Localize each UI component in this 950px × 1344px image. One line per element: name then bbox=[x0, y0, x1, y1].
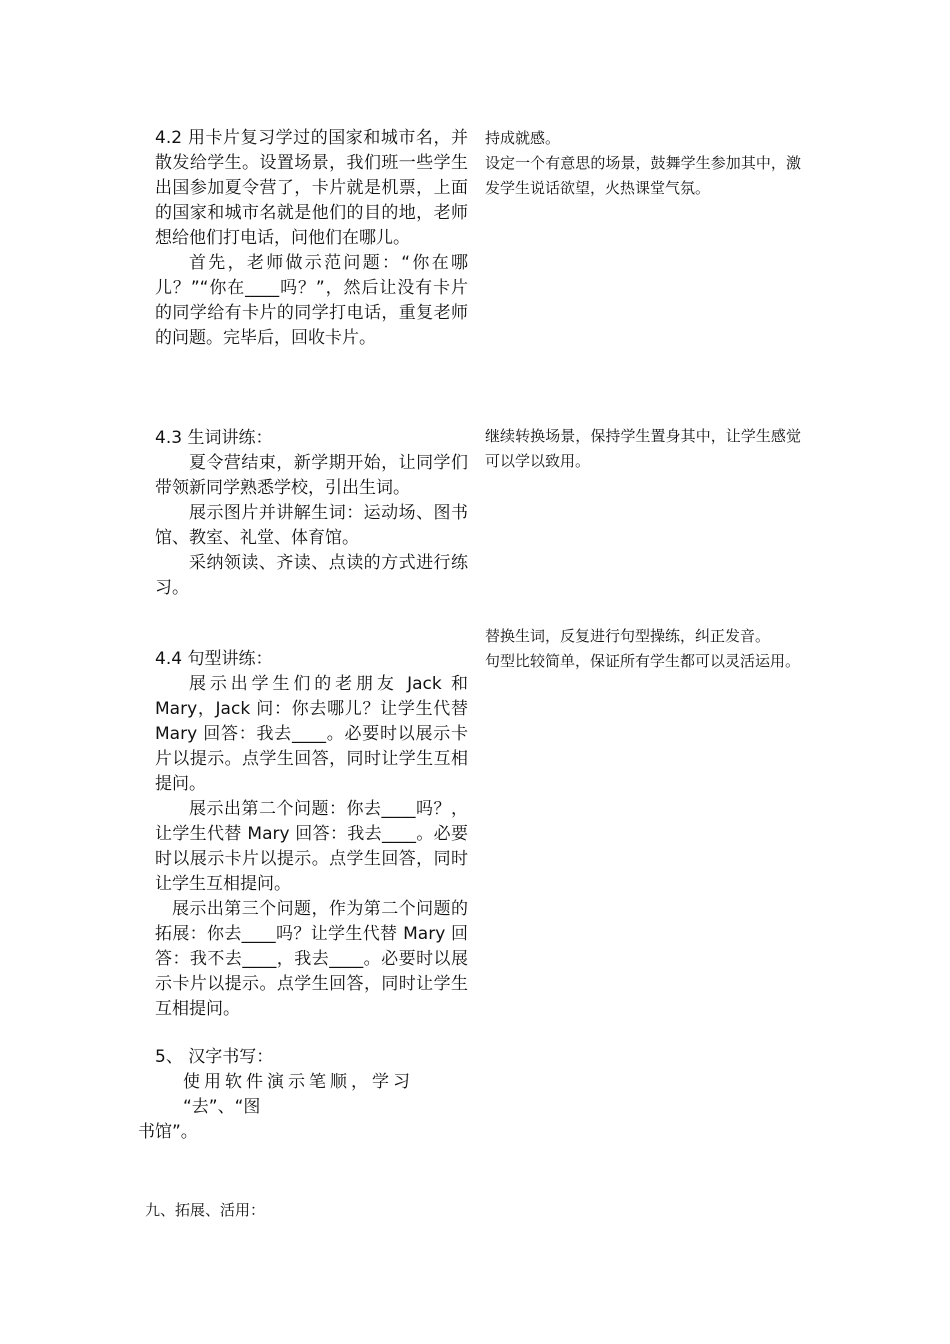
section-4-4 bbox=[155, 647, 468, 1022]
note-2: 设定一个有意思的场景，鼓舞学生参加其中，激发学生说话欲望，火热课堂气氛。 bbox=[485, 154, 801, 197]
note-4: 替换生词，反复进行句型操练，纠正发音。 bbox=[485, 627, 771, 645]
section-4-4-paragraph-3: 展示出第三个问题，作为第二个问题的拓展：你去____吗？让学生代替 Mary 回答：我不去____，我去____。必要时以展示卡片以提示。点学生回答，同时让学生互相提问。 bbox=[155, 899, 468, 1019]
section-5-line-1: 使用软件演示笔顺，学习 bbox=[183, 1072, 414, 1092]
section-5-title: 5、 汉字书写： bbox=[155, 1047, 274, 1067]
section-4-4-paragraph-1: 展示出学生们的老朋友 Jack 和 Mary，Jack 问：你去哪儿？让学生代替 Mary 回答：我去____。必要时以展示卡片以提示。点学生回答，同时让学生互相提问。 bbox=[155, 674, 468, 794]
section-4-3-paragraph-1: 夏令营结束，新学期开始，让同学们带领新同学熟悉学校，引出生词。 bbox=[155, 453, 468, 498]
note-group-1 bbox=[485, 126, 801, 201]
section-4-3-paragraph-2: 展示图片并讲解生词：运动场、图书馆、教室、礼堂、体育馆。 bbox=[155, 503, 468, 548]
section-9-title: 九、拓展、活用： bbox=[145, 1201, 266, 1219]
note-5: 句型比较简单，保证所有学生都可以灵活运用。 bbox=[485, 652, 801, 670]
note-group-3 bbox=[485, 624, 801, 674]
section-4-3 bbox=[155, 426, 468, 601]
section-5 bbox=[138, 1045, 468, 1145]
right-column bbox=[485, 0, 801, 1344]
section-5-line-3: 书馆”。 bbox=[138, 1122, 198, 1142]
note-group-2 bbox=[485, 424, 801, 474]
section-4-4-paragraph-2: 展示出第二个问题：你去____吗？，让学生代替 Mary 回答：我去____。必要时以展示卡片以提示。点学生回答，同时让学生互相提问。 bbox=[155, 799, 468, 894]
note-3: 继续转换场景，保持学生置身其中，让学生感觉可以学以致用。 bbox=[485, 427, 801, 470]
section-4-2 bbox=[155, 126, 468, 351]
section-4-4-title: 4.4 句型讲练： bbox=[155, 649, 273, 669]
note-1: 持成就感。 bbox=[485, 129, 561, 147]
section-5-line-2: “去”、“图 bbox=[183, 1097, 261, 1117]
section-4-3-paragraph-3: 采纳领读、齐读、点读的方式进行练习。 bbox=[155, 553, 468, 598]
left-column bbox=[138, 0, 468, 1344]
section-4-3-title: 4.3 生词讲练： bbox=[155, 428, 273, 448]
section-4-2-paragraph-1: 4.2 用卡片复习学过的国家和城市名，并散发给学生。设置场景，我们班一些学生出国参加夏令营了，卡片就是机票，上面的国家和城市名就是他们的目的地，老师想给他们打电话，问他们在哪儿。 bbox=[155, 128, 468, 248]
section-4-2-paragraph-2: 首先，老师做示范问题：“你在哪儿？”“你在____吗？”，然后让没有卡片的同学给有卡片的同学打电话，重复老师的问题。完毕后，回收卡片。 bbox=[155, 253, 468, 348]
